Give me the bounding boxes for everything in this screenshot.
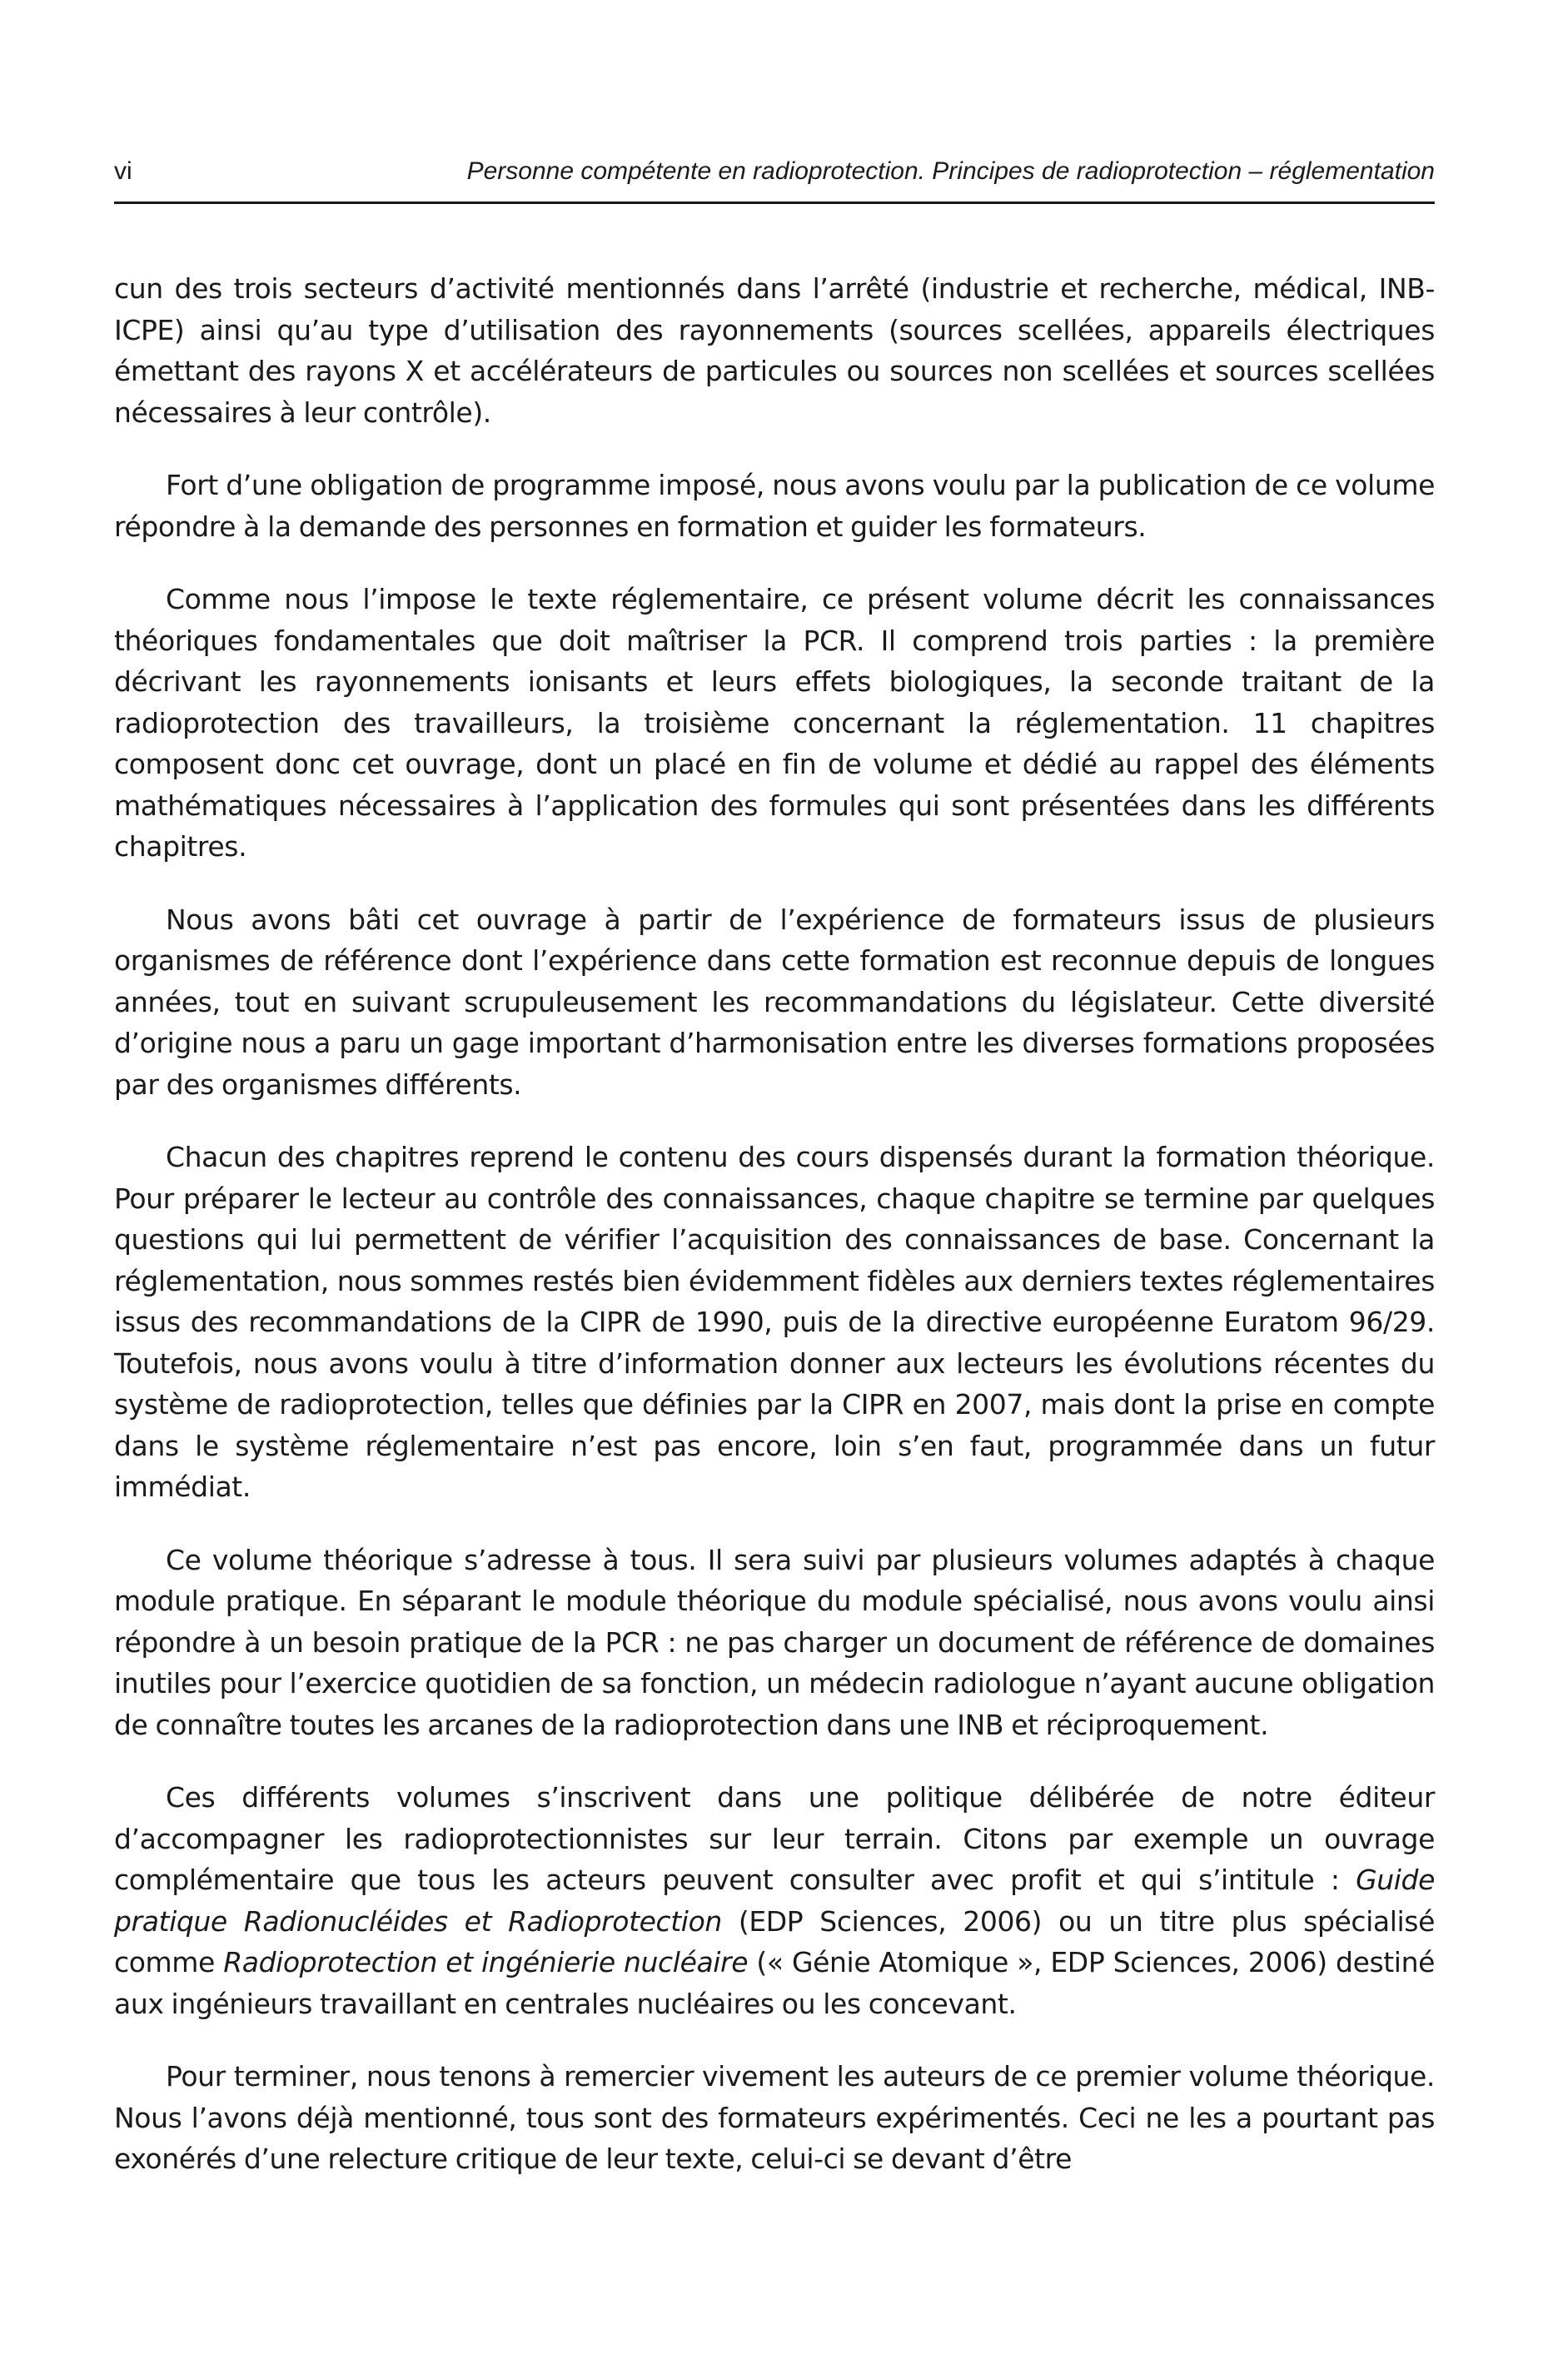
paragraph-2: Fort d’une obligation de programme imposé, nous avons voulu par la publication de ce volume répondre à la demande des personnes en formation et guider les formateurs.	[114, 469, 1435, 543]
paragraph-7-text-3: (« Génie Atomique », EDP Sciences, 2006) destiné aux ingénieurs travaillant en centrales nucléaires ou les concevant.	[114, 1946, 1435, 2020]
book-title-guide-pratique: Guide pratique Radionucléides et Radioprotection	[114, 1864, 1435, 1938]
paragraph-4: Nous avons bâti cet ouvrage à partir de l’expérience de formateurs issus de plusieurs organismes de référence dont l’expérience dans cette formation est reconnue depuis de longues années, tout en suivant scrupuleusement les recommandations du législateur. Cette diversité d’origine nous a paru un gage important d’harmonisation entre les diverses formations proposées par des organismes différents.	[114, 903, 1435, 1101]
paragraph-7-text-1: Ces différents volumes s’inscrivent dans une politique délibérée de notre éditeur d’accompagner les radioprotectionnistes sur leur terrain. Citons par exemple un ouvrage complémentaire que tous les acteurs peuvent consulter avec profit et qui s’intitule :	[114, 1781, 1435, 1896]
paragraph-1: cun des trois secteurs d’activité mentionnés dans l’arrêté (industrie et recherche, médical, INB-ICPE) ainsi qu’au type d’utilisation des rayonnements (sources scellées, appareils électriques émettant des rayons X et accélérateurs de particules ou sources non scellées et sources scellées nécessaires à leur contrôle).	[114, 272, 1435, 429]
header-rule	[114, 202, 1435, 204]
paragraph-8: Pour terminer, nous tenons à remercier vivement les auteurs de ce premier volume théorique. Nous l’avons déjà mentionné, tous sont des formateurs expérimentés. Ceci ne les a pourtant pas exonérés d’une relecture critique de leur texte, celui-ci se devant d’être	[114, 2060, 1435, 2175]
paragraph-7	[114, 1777, 1435, 2024]
paragraph-5: Chacun des chapitres reprend le contenu des cours dispensés durant la formation théorique. Pour préparer le lecteur au contrôle des connaissances, chaque chapitre se termine par quelques questions qui lui permettent de vérifier l’acquisition des connaissances de base. Concernant la réglementation, nous sommes restés bien évidemment fidèles aux derniers textes réglementaires issus des recommandations de la CIPR de 1990, puis de la directive européenne Euratom 96/29. Toutefois, nous avons voulu à titre d’information donner aux lecteurs les évolutions récentes du système de radioprotection, telles que définies par la CIPR en 2007, mais dont la prise en compte dans le système réglementaire n’est pas encore, loin s’en faut, programmée dans un futur immédiat.	[114, 1141, 1435, 1503]
running-header	[114, 155, 1435, 197]
book-title-radioprotection-ingenierie: Radioprotection et ingénierie nucléaire	[223, 1946, 749, 1978]
body-text	[114, 268, 1435, 2180]
paragraph-7-text-2: (EDP Sciences, 2006) ou un titre plus spécialisé comme	[114, 1904, 1435, 1978]
document-page	[114, 0, 1435, 2359]
page-number: vi	[114, 157, 132, 185]
header-title: Personne compétente en radioprotection. Principes de radioprotection – réglementation	[466, 157, 1435, 185]
paragraph-6: Ce volume théorique s’adresse à tous. Il sera suivi par plusieurs volumes adaptés à chaque module pratique. En séparant le module théorique du module spécialisé, nous avons voulu ainsi répondre à un besoin pratique de la PCR : ne pas charger un document de référence de domaines inutiles pour l’exercice quotidien de sa fonction, un médecin radiologue n’ayant aucune obligation de connaître toutes les arcanes de la radioprotection dans une INB et réciproquement.	[114, 1543, 1435, 1741]
paragraph-3: Comme nous l’impose le texte réglementaire, ce présent volume décrit les connaissances théoriques fondamentales que doit maîtriser la PCR. Il comprend trois parties : la première décrivant les rayonnements ionisants et leurs effets biologiques, la seconde traitant de la radioprotection des travailleurs, la troisième concernant la réglementation. 11 chapitres composent donc cet ouvrage, dont un placé en fin de volume et dédié au rappel des éléments mathématiques nécessaires à l’application des formules qui sont présentées dans les différents chapitres.	[114, 583, 1435, 863]
